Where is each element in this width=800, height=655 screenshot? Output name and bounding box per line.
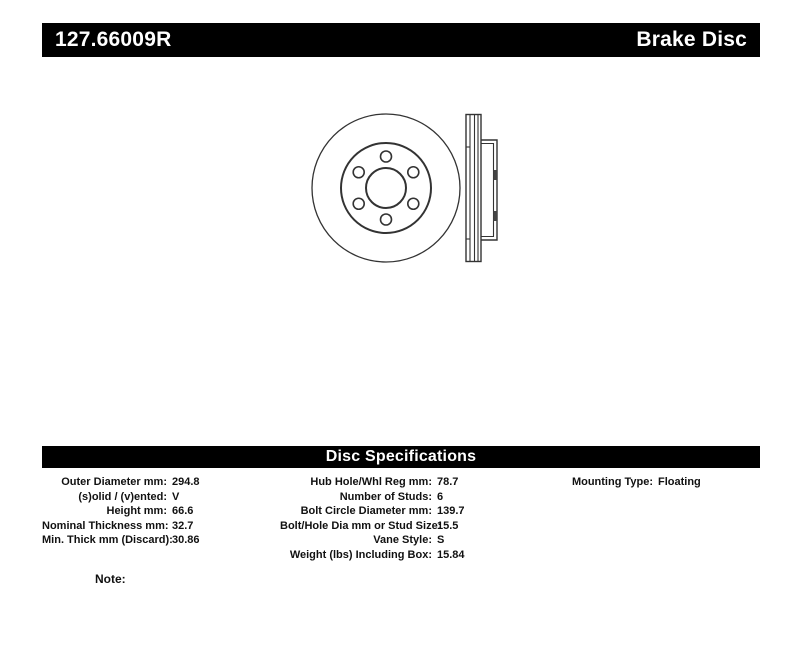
- spec-label: Height mm:: [106, 505, 167, 518]
- brake-disc-diagram: [290, 100, 515, 280]
- spec-row-vane-style: [280, 533, 465, 548]
- disc-side-view: [466, 115, 497, 262]
- part-number: 127.66009R: [55, 28, 172, 51]
- hat-mark-upper: [494, 170, 498, 180]
- spec-label: Hub Hole/Whl Reg mm:: [310, 476, 432, 488]
- product-name: Brake Disc: [636, 28, 747, 51]
- spec-label: Min. Thick mm (Discard):: [42, 534, 173, 547]
- spec-value: 15.84: [437, 548, 465, 561]
- spec-row-solid-vented: [42, 490, 200, 505]
- spec-row-outer-diameter: [42, 475, 200, 490]
- note-label: Note:: [95, 572, 126, 586]
- spec-row-hub-hole: [280, 475, 465, 490]
- spec-row-bolt-circle-diameter: [280, 504, 465, 519]
- disc-front-view: [312, 114, 460, 262]
- spec-value: S: [437, 534, 445, 547]
- spec-row-height: [42, 504, 200, 519]
- header-bar: [42, 23, 760, 57]
- spec-column-middle: [280, 475, 465, 563]
- spec-label: Nominal Thickness mm:: [42, 519, 169, 532]
- spec-row-weight: [280, 548, 465, 563]
- spec-value: 30.86: [172, 534, 200, 547]
- hat-outer-outline: [481, 140, 497, 240]
- spec-section-title: Disc Specifications: [325, 448, 477, 465]
- spec-value: 78.7: [437, 476, 459, 488]
- spec-section-header: [42, 446, 760, 468]
- stud-holes: [353, 151, 419, 225]
- spec-row-mounting-type: [540, 475, 701, 490]
- spec-row-min-thick: [42, 533, 200, 548]
- spec-row-number-of-studs: [280, 490, 465, 505]
- disc-outer-rim: [312, 114, 460, 262]
- spec-value: 32.7: [172, 519, 194, 532]
- spec-label: Bolt/Hole Dia mm or Stud Size:: [280, 519, 442, 532]
- hat-inner-outline: [481, 144, 494, 237]
- spec-label: Weight (lbs) Including Box:: [289, 548, 432, 561]
- spec-column-left: [42, 475, 200, 548]
- spec-label: Bolt Circle Diameter mm:: [300, 505, 432, 518]
- spec-column-right: [540, 475, 701, 490]
- spec-row-nominal-thickness: [42, 519, 200, 534]
- spec-value: 294.8: [172, 476, 200, 488]
- disc-center-hole: [366, 168, 406, 208]
- spec-value: 15.5: [437, 519, 459, 532]
- spec-label: Outer Diameter mm:: [61, 476, 167, 488]
- spec-label: (s)olid / (v)ented:: [78, 490, 167, 503]
- spec-value: 6: [437, 490, 444, 503]
- disc-hat-circle: [341, 143, 431, 233]
- spec-row-bolt-hole-dia: [280, 519, 465, 534]
- spec-label: Number of Studs:: [339, 490, 432, 503]
- spec-value: 139.7: [437, 505, 465, 518]
- spec-value: Floating: [658, 476, 701, 488]
- spec-label: Vane Style:: [373, 534, 432, 547]
- spec-value: 66.6: [172, 505, 194, 518]
- spec-label: Mounting Type:: [571, 476, 653, 488]
- hat-mark-lower: [494, 211, 498, 221]
- spec-value: V: [172, 490, 180, 503]
